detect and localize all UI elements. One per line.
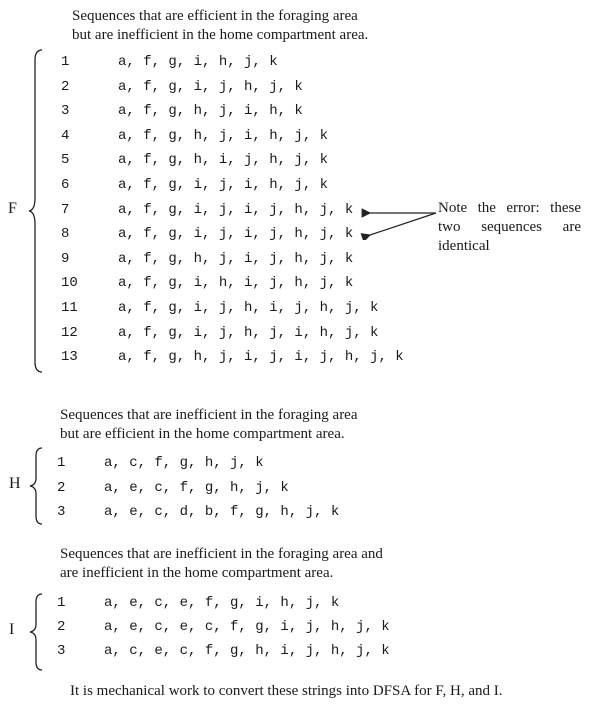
sequence-number: 4 xyxy=(61,127,70,144)
sequence-text: a, c, f, g, h, j, k xyxy=(104,455,264,471)
sequence-text: a, f, g, i, j, h, j, k xyxy=(118,78,303,95)
group-i-brace xyxy=(26,592,46,672)
sequence-number: 7 xyxy=(61,201,70,218)
sequence-number: 12 xyxy=(61,324,78,341)
group-i-label: I xyxy=(9,621,15,638)
sequence-number: 8 xyxy=(61,226,70,243)
sequence-number: 2 xyxy=(57,619,66,635)
sequence-number: 2 xyxy=(61,78,70,95)
sequence-number: 3 xyxy=(57,504,66,520)
group-i-heading-line-1: Sequences that are inefficient in the foraging area and xyxy=(60,546,383,562)
sequence-number: 9 xyxy=(61,250,70,267)
sequence-text: a, f, g, i, j, h, j, i, h, j, k xyxy=(118,324,379,341)
sequence-number: 1 xyxy=(61,54,70,70)
sequence-text: a, f, g, i, h, i, j, h, j, k xyxy=(118,275,354,292)
sequence-text: a, f, g, h, j, i, h, k xyxy=(118,103,303,120)
sequence-text: a, e, c, d, b, f, g, h, j, k xyxy=(104,504,340,520)
sequence-number: 6 xyxy=(61,177,70,193)
sequence-text: a, e, c, f, g, h, j, k xyxy=(104,479,289,496)
group-h-heading-line-1: Sequences that are inefficient in the foraging area xyxy=(60,407,358,423)
sequence-text: a, f, g, h, j, i, j, i, j, h, j, k xyxy=(118,349,404,366)
sequence-number: 2 xyxy=(57,479,66,496)
sequence-number: 3 xyxy=(61,103,70,120)
sequence-text: a, f, g, h, j, i, h, j, k xyxy=(118,127,329,144)
sequence-text: a, f, g, i, j, i, h, j, k xyxy=(118,177,329,193)
sequence-text: a, f, g, h, i, j, h, j, k xyxy=(118,152,329,169)
sequence-number: 11 xyxy=(61,300,78,316)
sequence-number: 1 xyxy=(57,455,66,471)
sequence-text: a, f, g, i, h, j, k xyxy=(118,54,278,70)
arrow-to-row-8 xyxy=(370,213,436,235)
sequence-text: a, e, c, e, c, f, g, i, j, h, j, k xyxy=(104,619,390,635)
sequence-number: 5 xyxy=(61,152,70,169)
sequence-number: 1 xyxy=(57,595,66,611)
group-i-heading-line-2: are inefficient in the home compartment area. xyxy=(60,565,334,581)
group-f-brace xyxy=(26,48,46,374)
group-h-brace xyxy=(26,446,46,526)
sequence-number: 3 xyxy=(57,643,66,659)
group-h-label: H xyxy=(9,475,21,492)
sequence-number: 10 xyxy=(61,275,78,292)
group-h-heading-line-2: but are efficient in the home compartment area. xyxy=(60,426,345,442)
sequence-text: a, c, e, c, f, g, h, i, j, h, j, k xyxy=(104,643,390,659)
group-f-label: F xyxy=(8,200,17,217)
sequence-text: a, f, g, i, j, i, j, h, j, k xyxy=(118,201,354,218)
footer-text: It is mechanical work to convert these strings into DFSA for F, H, and I. xyxy=(70,683,503,699)
error-note: Note the error: these two sequences are identical xyxy=(438,200,581,254)
sequence-text: a, f, g, h, j, i, j, h, j, k xyxy=(118,250,354,267)
sequence-text: a, f, g, i, j, h, i, j, h, j, k xyxy=(118,300,379,316)
group-f-heading-line-1: Sequences that are efficient in the foraging area xyxy=(72,8,358,24)
sequence-text: a, e, c, e, f, g, i, h, j, k xyxy=(104,595,340,611)
group-f-heading-line-2: but are inefficient in the home compartment area. xyxy=(72,27,369,43)
error-note-arrows xyxy=(360,200,440,240)
sequence-text: a, f, g, i, j, i, j, h, j, k xyxy=(118,226,354,243)
sequence-number: 13 xyxy=(61,349,78,366)
